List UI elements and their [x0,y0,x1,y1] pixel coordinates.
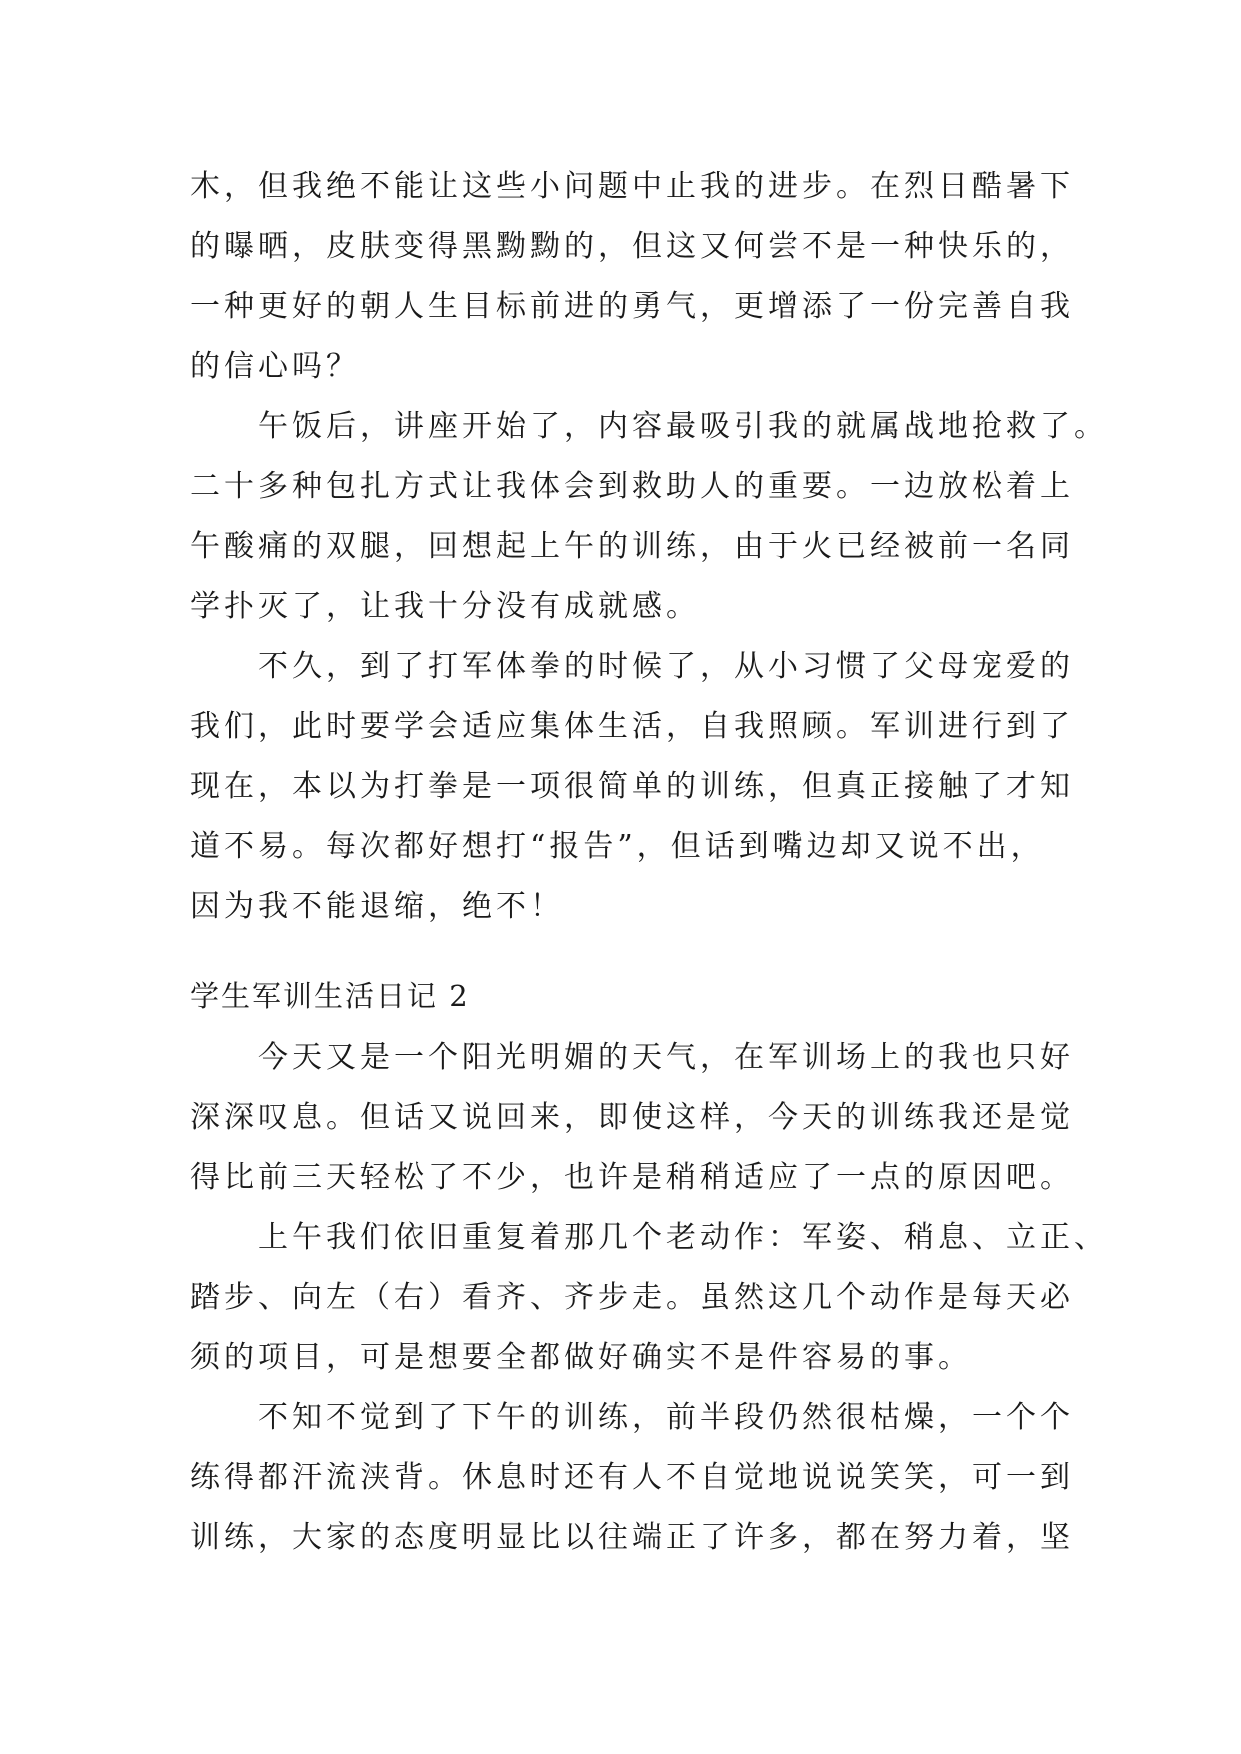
paragraph-start-line: 午饭后，讲座开始了，内容最吸引我的就属战地抢救了。 [258,409,1108,444]
diary-continuation [190,157,1108,937]
text-line: 因为我不能退缩，绝不！ [190,889,564,924]
text-line: 练得都汗流浃背。休息时还有人不自觉地说说笑笑，可一到 [190,1460,1074,1495]
text-line: 午酸痛的双腿，回想起上午的训练，由于火已经被前一名同 [190,529,1074,564]
text-line: 训练，大家的态度明显比以往端正了许多，都在努力着，坚 [190,1520,1074,1555]
text-line: 二十多种包扎方式让我体会到救助人的重要。一边放松着上 [190,469,1074,504]
section-title: 学生军训生活日记 2 [190,979,470,1013]
paragraph-start-line: 不知不觉到了下午的训练，前半段仍然很枯燥，一个个 [258,1400,1074,1435]
text-line: 得比前三天轻松了不少，也许是稍稍适应了一点的原因吧。 [190,1160,1074,1195]
text-line: 的信心吗？ [190,349,360,384]
paragraph-start-line: 今天又是一个阳光明媚的天气，在军训场上的我也只好 [258,1040,1074,1075]
text-line: 的曝晒，皮肤变得黑黝黝的，但这又何尝不是一种快乐的， [190,229,1074,264]
text-line: 须的项目，可是想要全都做好确实不是件容易的事。 [190,1340,972,1375]
text-line: 现在，本以为打拳是一项很简单的训练，但真正接触了才知 [190,769,1074,804]
text-line: 我们，此时要学会适应集体生活，自我照顾。军训进行到了 [190,709,1074,744]
text-line: 道不易。每次都好想打“报告”，但话到嘴边却又说不出， [190,829,1045,864]
text-line: 学扑灭了，让我十分没有成就感。 [190,589,700,624]
text-line: 木，但我绝不能让这些小问题中止我的进步。在烈日酷暑下 [190,169,1074,204]
text-line: 一种更好的朝人生目标前进的勇气，更增添了一份完善自我 [190,289,1074,324]
text-line: 踏步、向左（右）看齐、齐步走。虽然这几个动作是每天必 [190,1280,1074,1315]
diary-entry-2 [190,1028,1108,1568]
text-line: 深深叹息。但话又说回来，即使这样，今天的训练我还是觉 [190,1100,1074,1135]
paragraph-start-line: 不久，到了打军体拳的时候了，从小习惯了父母宠爱的 [258,649,1074,684]
paragraph-start-line: 上午我们依旧重复着那几个老动作：军姿、稍息、立正、 [258,1220,1108,1255]
